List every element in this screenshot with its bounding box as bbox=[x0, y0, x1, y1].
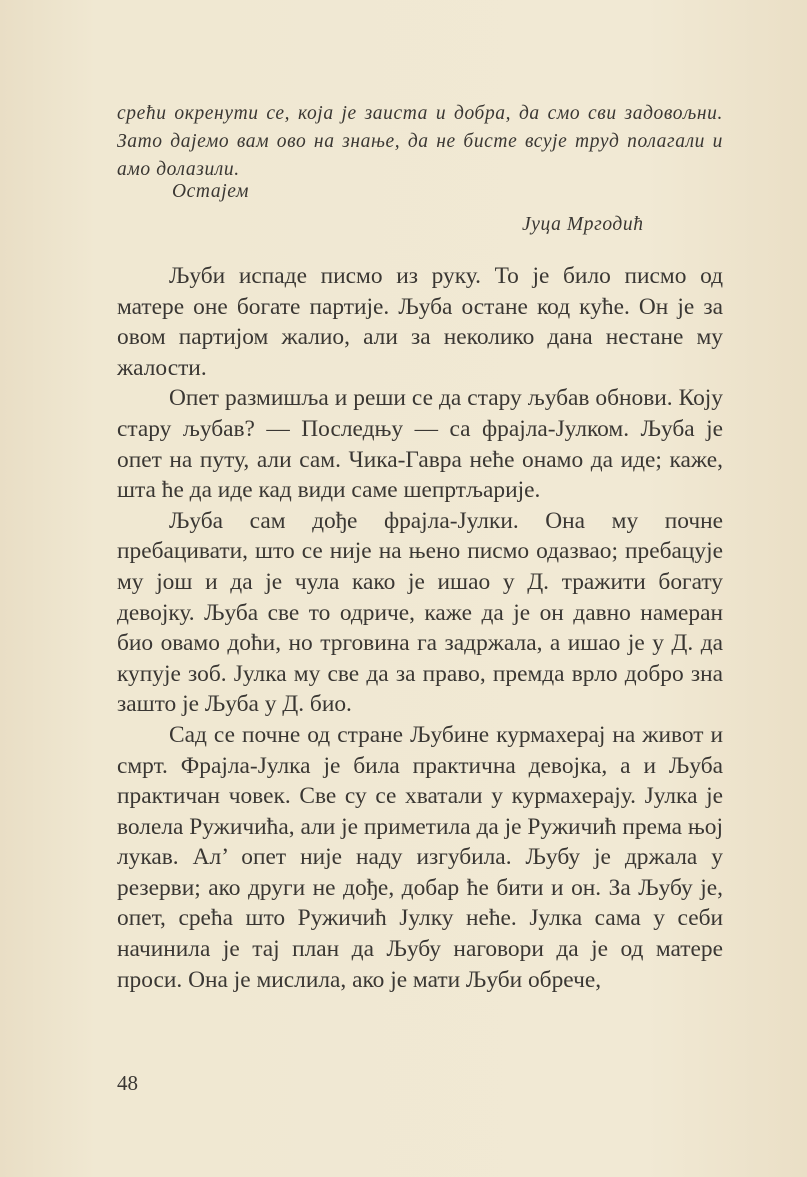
page-number: 48 bbox=[117, 1071, 138, 1095]
main-text bbox=[117, 261, 723, 995]
letter-text: срећи окренути се, која је заиста и добра, да смо сви задовољни. Зато дајемо вам ово на знање, да не бисте всује труд полагали и амо долазили. bbox=[117, 103, 723, 180]
letter-signature: Јуца Мргодић bbox=[522, 214, 644, 235]
paragraph: Љуби испаде писмо из руку. То је било писмо од матере оне богате партије. Љуба остане код куће. Он је за овом партијом жалио, али за неколико дана нестане му жалости. bbox=[117, 263, 723, 381]
paragraph: Сад се почне од стране Љубине курмахерај на живот и смрт. Фрајла-Јулка је била практична девојка, а и Љуба практичан човек. Све су се хватали у курмахерају. Јулка је волела Ружичића, али је приметила да је Ружичић према њој лукав. Ал’ опет није наду изгубила. Љубу је држала у резерви; ако други не дође, добар ће бити и он. За Љубу је, опет, срећа што Ружичић Јулку неће. Јулка сама у себи начинила је тај план да Љубу наговори да је од матере проси. Она је мислила, ако је мати Љуби обрече, bbox=[117, 721, 723, 993]
paragraph: Љуба сам дође фрајла-Јулки. Она му почне пребацивати, што се није на њено писмо одазвао; пребацује му још и да је чула како је ишао у Д. тражити богату девојку. Љуба све то одриче, каже да је он давно намеран био овамо доћи, но трговина га задржала, а ишао је у Д. да купује зоб. Јулка му све да за право, премда врло добро зна зашто је Љуба у Д. био. bbox=[117, 507, 723, 718]
paragraph: Опет размишља и реши се да стару љубав обнови. Коју стару љубав? — Последњу — са фрајла-Јулком. Љуба је опет на путу, али сам. Чика-Гавра неће онамо да иде; каже, шта ће да иде кад види саме шепртљарије. bbox=[117, 385, 723, 504]
letter-closing: Остајем bbox=[172, 181, 250, 202]
letter-excerpt bbox=[117, 100, 723, 184]
